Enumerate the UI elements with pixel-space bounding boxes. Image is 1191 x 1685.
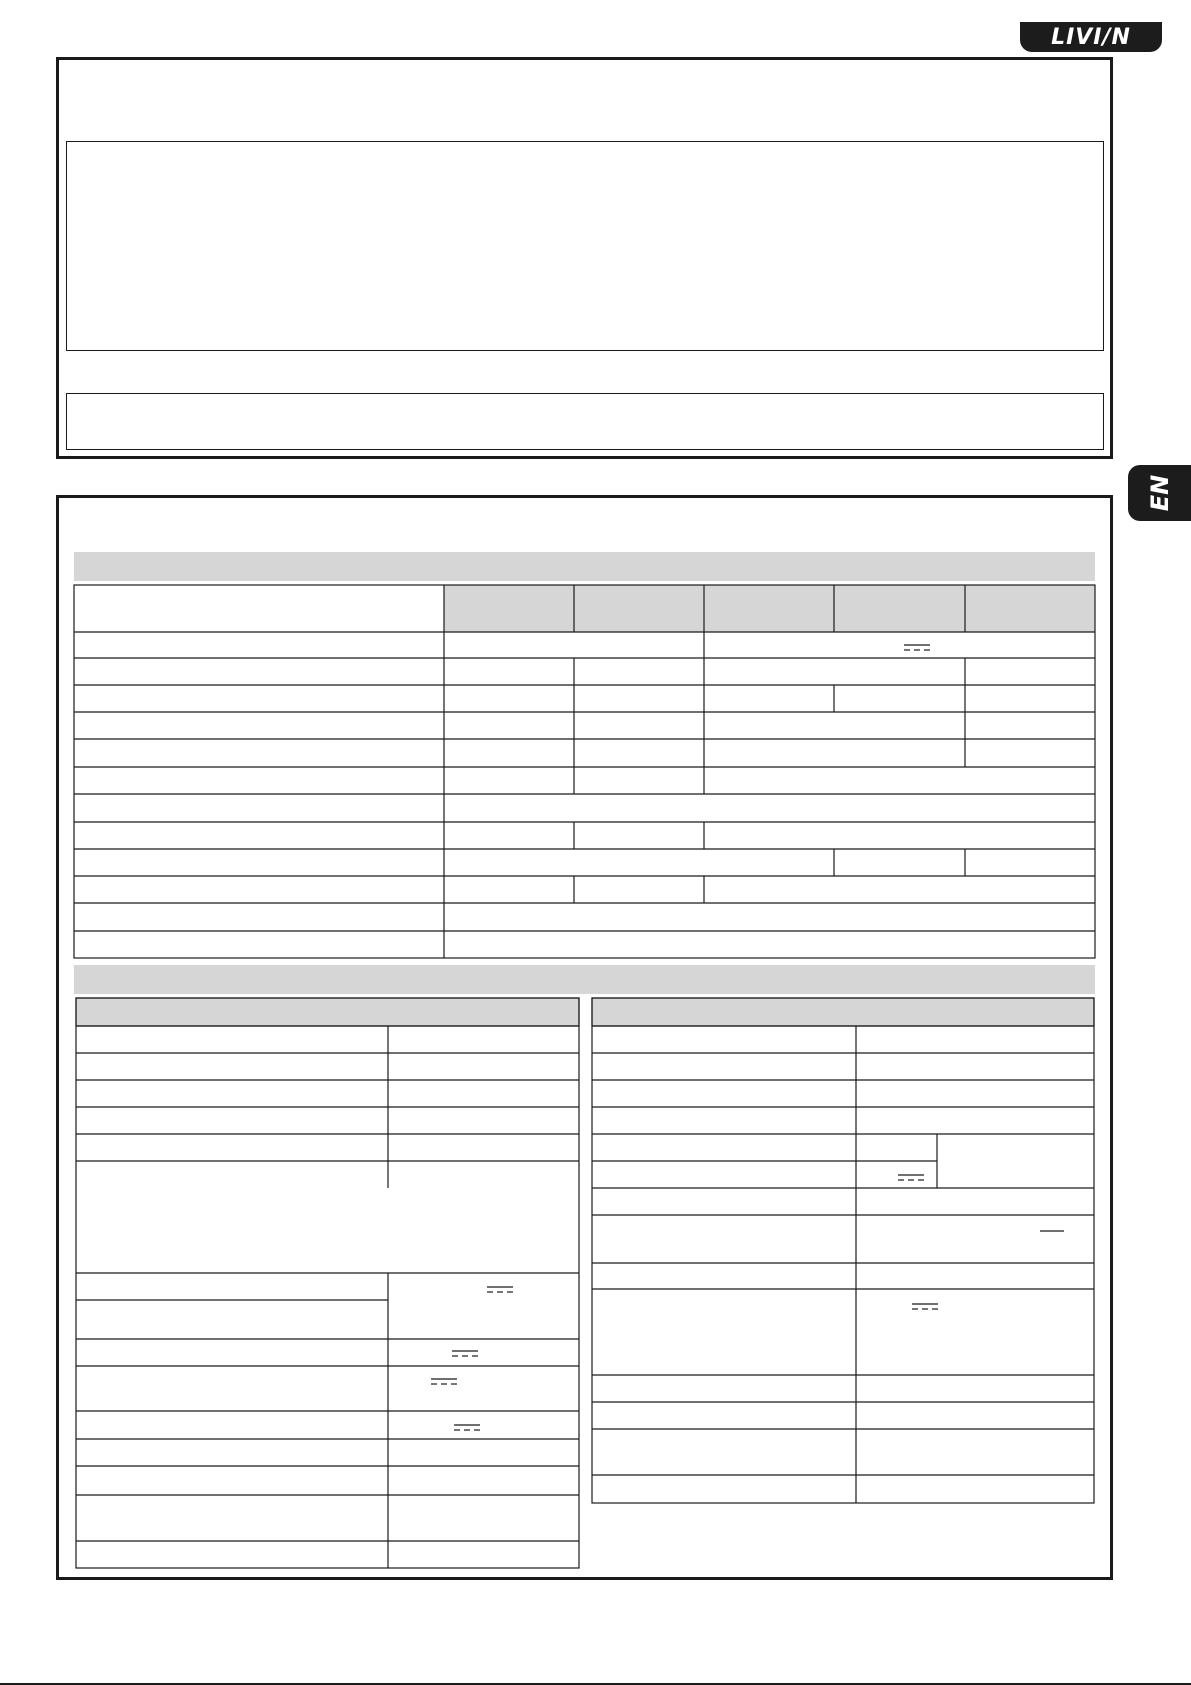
- characteristics-table-right: [592, 998, 1094, 1503]
- dc-symbol-icon: [452, 1351, 478, 1356]
- brand-logo-text: LIVI/N: [1051, 25, 1131, 50]
- dc-symbol-icon: [898, 1175, 924, 1180]
- dc-symbol-icon: [487, 1287, 513, 1292]
- models-table: [74, 585, 1095, 958]
- characteristics-table-left: [76, 998, 579, 1568]
- dc-symbol-icon: [912, 1304, 938, 1309]
- dc-symbol-icon: [454, 1425, 480, 1430]
- dc-symbol-icon: [904, 645, 930, 650]
- dc-symbol-icon: [431, 1379, 457, 1384]
- language-label: EN: [1145, 474, 1174, 512]
